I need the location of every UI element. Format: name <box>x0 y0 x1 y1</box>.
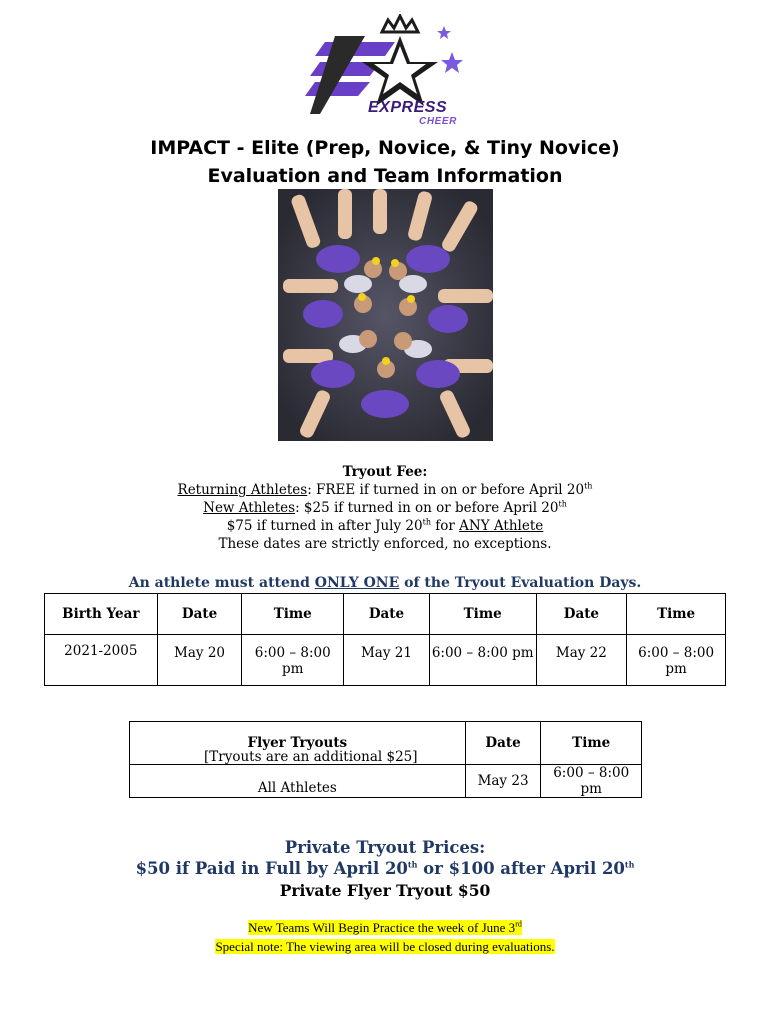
table-row <box>130 765 642 798</box>
ordinal: rd <box>515 919 522 929</box>
private-flyer-price: Private Flyer Tryout $50 <box>279 881 491 900</box>
flyer-title-cell <box>130 722 466 765</box>
page-title: IMPACT - Elite (Prep, Novice, & Tiny Novice) <box>150 137 620 159</box>
practice-text: New Teams Will Begin Practice the week of June 3 <box>248 920 516 935</box>
fee-late <box>0 517 770 535</box>
table-row <box>45 635 726 686</box>
any-athlete: ANY Athlete <box>459 518 544 534</box>
attendance-notice <box>0 575 770 591</box>
team-photo <box>278 189 493 441</box>
private-tryout-heading: Private Tryout Prices: <box>284 838 486 857</box>
flyer-subtitle: [Tryouts are an additional $25] <box>204 749 418 765</box>
notice-post: of the Tryout Evaluation Days. <box>399 575 642 591</box>
table-cell: 6:00 – 8:00 pm <box>627 635 726 686</box>
table-cell: All Athletes <box>130 765 466 798</box>
table-cell: 6:00 – 8:00 pm <box>541 765 642 798</box>
header-cell: Time <box>242 594 344 635</box>
fee-heading: Tryout Fee: <box>342 464 428 480</box>
evaluation-table <box>44 593 726 686</box>
header-cell: Date <box>465 722 541 765</box>
header-cell: Time <box>429 594 536 635</box>
table-cell: 6:00 – 8:00 pm <box>429 635 536 686</box>
logo-express-text: EXPRESS <box>368 99 448 116</box>
table-cell: 6:00 – 8:00 pm <box>242 635 344 686</box>
flyer-tryouts-table <box>129 721 642 798</box>
header-cell: Date <box>157 594 242 635</box>
page-subtitle: Evaluation and Team Information <box>207 165 563 187</box>
ordinal: th <box>558 499 567 509</box>
header-cell: Birth Year <box>45 594 158 635</box>
ordinal: th <box>422 517 431 527</box>
header-cell: Time <box>627 594 726 635</box>
header-cell: Date <box>344 594 430 635</box>
returning-athletes-text: : FREE if turned in on or before April 20 <box>307 482 585 498</box>
notice-emph: ONLY ONE <box>314 575 400 591</box>
ordinal: th <box>584 481 593 491</box>
flyer-title: Flyer Tryouts <box>247 735 348 751</box>
price-early: $50 if Paid in Full by April 20 <box>135 859 408 878</box>
fee-strict-note: These dates are strictly enforced, no exceptions. <box>218 536 552 552</box>
ordinal: th <box>624 859 635 870</box>
private-tryout-pricing <box>0 859 770 878</box>
header-cell: Date <box>536 594 627 635</box>
returning-athletes-label: Returning Athletes <box>177 482 308 498</box>
ordinal: th <box>407 859 418 870</box>
table-cell: May 20 <box>157 635 242 686</box>
table-header-row <box>130 722 642 765</box>
price-late: or $100 after April 20 <box>417 859 625 878</box>
table-header-row <box>45 594 726 635</box>
fee-new <box>0 499 770 517</box>
table-cell: May 21 <box>344 635 430 686</box>
viewing-note <box>0 936 770 955</box>
notice-pre: An athlete must attend <box>128 575 315 591</box>
practice-note <box>0 917 770 936</box>
table-cell: May 23 <box>465 765 541 798</box>
fee-returning <box>0 481 770 499</box>
table-cell: May 22 <box>536 635 627 686</box>
table-cell: 2021-2005 <box>45 635 158 686</box>
viewing-note-highlight: Special note: The viewing area will be closed during evaluations. <box>215 939 555 954</box>
new-athletes-text: : $25 if turned in on or before April 20 <box>295 500 559 516</box>
practice-note-highlight <box>248 920 522 935</box>
new-athletes-label: New Athletes <box>203 500 296 516</box>
late-fee-for: for <box>430 518 460 534</box>
header-cell: Time <box>541 722 642 765</box>
late-fee-text: $75 if turned in after July 20 <box>226 518 423 534</box>
logo-cheer-text: CHEER <box>419 116 458 127</box>
